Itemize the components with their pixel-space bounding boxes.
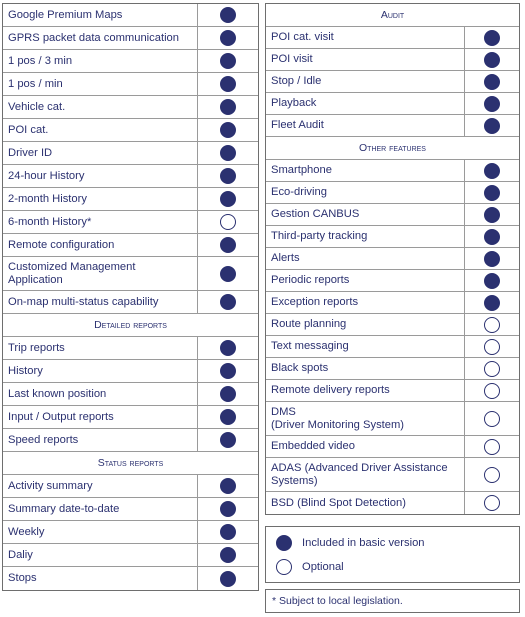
feature-row: [3, 521, 258, 544]
availability-cell: [464, 292, 519, 313]
filled-circle-icon: [220, 122, 236, 138]
feature-label: Driver ID: [8, 146, 53, 159]
availability-cell: [464, 492, 519, 514]
empty-circle-icon: [484, 439, 500, 455]
availability-cell: [197, 50, 258, 72]
availability-cell: [197, 544, 258, 566]
availability-cell: [197, 383, 258, 405]
filled-circle-icon: [484, 295, 500, 311]
filled-circle-icon: [220, 340, 236, 356]
empty-circle-icon: [484, 495, 500, 511]
filled-circle-icon: [484, 163, 500, 179]
feature-label: Smartphone: [271, 164, 332, 176]
feature-label: Weekly: [8, 525, 45, 538]
availability-cell: [464, 336, 519, 357]
feature-row: [266, 204, 519, 226]
availability-cell: [197, 257, 258, 290]
empty-circle-icon: [220, 214, 236, 230]
feature-label: 2-month History: [8, 192, 87, 205]
feature-label: Gestion CANBUS: [271, 208, 360, 220]
feature-label: Fleet Audit: [271, 119, 324, 131]
feature-label: Text messaging: [271, 340, 349, 352]
availability-cell: [197, 360, 258, 382]
feature-row: [3, 4, 258, 27]
feature-label: Vehicle cat.: [8, 100, 66, 113]
availability-cell: [197, 211, 258, 233]
availability-cell: [197, 4, 258, 26]
filled-circle-icon: [220, 7, 236, 23]
filled-circle-icon: [484, 251, 500, 267]
feature-row: [266, 336, 519, 358]
feature-row: [3, 429, 258, 452]
legend-included-label: Included in basic version: [302, 537, 425, 549]
availability-cell: [464, 458, 519, 491]
filled-circle-icon: [484, 229, 500, 245]
right-feature-table: [265, 3, 520, 515]
feature-label: 1 pos / min: [8, 77, 63, 90]
availability-cell: [197, 234, 258, 256]
feature-label: Remote configuration: [8, 238, 115, 251]
availability-cell: [197, 142, 258, 164]
feature-label: Alerts: [271, 252, 300, 264]
filled-circle-icon: [220, 478, 236, 494]
availability-cell: [464, 402, 519, 435]
feature-row: [266, 458, 519, 492]
feature-row: [3, 73, 258, 96]
feature-row: [3, 544, 258, 567]
feature-label: POI cat. visit: [271, 31, 334, 43]
feature-row: [3, 498, 258, 521]
feature-row: [3, 567, 258, 590]
feature-label: Last known position: [8, 387, 107, 400]
legend-included: [276, 531, 509, 555]
feature-row: [266, 492, 519, 514]
filled-circle-icon: [220, 191, 236, 207]
left-column: [2, 3, 259, 591]
filled-circle-icon: [220, 294, 236, 310]
feature-row: [266, 49, 519, 71]
feature-label: Periodic reports: [271, 274, 350, 286]
filled-circle-icon: [484, 96, 500, 112]
feature-label: Stops: [8, 572, 37, 584]
legend: [265, 526, 520, 583]
availability-cell: [197, 521, 258, 543]
feature-row: [3, 211, 258, 234]
availability-cell: [197, 119, 258, 141]
feature-row: [266, 27, 519, 49]
filled-circle-icon: [220, 524, 236, 540]
availability-cell: [197, 73, 258, 95]
feature-label: Google Premium Maps: [8, 8, 123, 21]
feature-row: [3, 119, 258, 142]
availability-cell: [464, 270, 519, 291]
feature-label: Black spots: [271, 362, 329, 374]
feature-label: Summary date-to-date: [8, 502, 120, 515]
feature-label: POI cat.: [8, 123, 49, 136]
feature-row: [3, 142, 258, 165]
feature-row: [266, 115, 519, 137]
availability-cell: [464, 380, 519, 401]
feature-label: 1 pos / 3 min: [8, 54, 73, 67]
feature-row: [266, 402, 519, 436]
availability-cell: [464, 358, 519, 379]
feature-row: [266, 270, 519, 292]
feature-row: [266, 182, 519, 204]
section-header-other-features: Other features: [266, 137, 519, 160]
feature-row: [3, 165, 258, 188]
availability-cell: [464, 436, 519, 457]
availability-cell: [197, 337, 258, 359]
empty-circle-icon: [484, 383, 500, 399]
feature-label: Eco-driving: [271, 186, 327, 198]
availability-cell: [464, 314, 519, 335]
feature-row: [3, 360, 258, 383]
feature-row: [266, 248, 519, 270]
filled-circle-icon: [220, 547, 236, 563]
feature-label: On-map multi-status capability: [8, 295, 159, 308]
feature-row: [266, 380, 519, 402]
filled-circle-icon: [220, 237, 236, 253]
feature-label: DMS (Driver Monitoring System): [271, 405, 405, 431]
feature-label: Trip reports: [8, 341, 65, 354]
feature-label: Remote delivery reports: [271, 384, 390, 396]
filled-circle-icon: [220, 363, 236, 379]
feature-row: [3, 383, 258, 406]
feature-label: Activity summary: [8, 479, 93, 492]
feature-row: [266, 93, 519, 115]
availability-cell: [197, 406, 258, 428]
filled-circle-icon: [484, 74, 500, 90]
availability-cell: [464, 115, 519, 136]
empty-circle-icon: [484, 361, 500, 377]
feature-row: [266, 314, 519, 336]
feature-label: History: [8, 364, 43, 377]
availability-cell: [464, 160, 519, 181]
filled-circle-icon: [220, 76, 236, 92]
availability-cell: [464, 93, 519, 114]
feature-label: ADAS (Advanced Driver Assistance Systems): [271, 461, 448, 487]
feature-label: Embedded video: [271, 440, 355, 452]
feature-row: [266, 160, 519, 182]
empty-circle-icon: [484, 467, 500, 483]
legend-optional: [276, 555, 509, 579]
availability-cell: [464, 71, 519, 92]
section-header-detailed-reports: Detailed reports: [3, 314, 258, 337]
filled-circle-icon: [220, 168, 236, 184]
availability-cell: [197, 27, 258, 49]
section-header-status-reports: Status reports: [3, 452, 258, 475]
empty-circle-icon: [484, 317, 500, 333]
availability-cell: [197, 498, 258, 520]
filled-circle-icon: [484, 273, 500, 289]
legend-optional-label: Optional: [302, 561, 344, 573]
feature-row: [3, 291, 258, 314]
filled-circle-icon: [220, 501, 236, 517]
feature-label: Stop / Idle: [271, 75, 322, 87]
feature-label: 24-hour History: [8, 169, 85, 182]
feature-row: [3, 188, 258, 211]
feature-row: [266, 436, 519, 458]
availability-cell: [464, 204, 519, 225]
filled-circle-icon: [484, 207, 500, 223]
availability-cell: [464, 226, 519, 247]
filled-circle-icon: [220, 145, 236, 161]
availability-cell: [464, 182, 519, 203]
empty-circle-icon: [484, 411, 500, 427]
feature-row: [3, 234, 258, 257]
feature-row: [3, 337, 258, 360]
feature-label: BSD (Blind Spot Detection): [271, 496, 406, 509]
filled-circle-icon: [220, 266, 236, 282]
left-feature-table: [2, 3, 259, 591]
availability-cell: [197, 165, 258, 187]
feature-row: [3, 27, 258, 50]
availability-cell: [197, 96, 258, 118]
filled-circle-icon: [220, 386, 236, 402]
feature-row: [3, 96, 258, 119]
feature-label: Route planning: [271, 318, 347, 330]
availability-cell: [197, 567, 258, 590]
feature-label: Input / Output reports: [8, 410, 114, 423]
availability-cell: [464, 248, 519, 269]
feature-label: POI visit: [271, 53, 313, 65]
feature-row: [3, 475, 258, 498]
feature-label: Daliy: [8, 548, 33, 561]
feature-row: [3, 406, 258, 429]
feature-row: [3, 257, 258, 291]
feature-label: Third-party tracking: [271, 230, 368, 242]
availability-cell: [197, 188, 258, 210]
empty-circle-icon: [484, 339, 500, 355]
section-header-audit: Audit: [266, 4, 519, 27]
feature-row: [3, 50, 258, 73]
footnote: * Subject to local legislation.: [265, 589, 520, 613]
feature-label: Playback: [271, 97, 317, 109]
filled-circle-icon: [276, 535, 292, 551]
filled-circle-icon: [220, 30, 236, 46]
availability-cell: [464, 49, 519, 70]
feature-label: GPRS packet data communication: [8, 31, 180, 44]
availability-cell: [197, 291, 258, 313]
feature-label: 6-month History*: [8, 215, 92, 228]
availability-cell: [197, 475, 258, 497]
filled-circle-icon: [484, 118, 500, 134]
filled-circle-icon: [484, 52, 500, 68]
filled-circle-icon: [220, 409, 236, 425]
right-column: [265, 3, 520, 515]
feature-row: [266, 71, 519, 93]
feature-row: [266, 358, 519, 380]
filled-circle-icon: [220, 99, 236, 115]
filled-circle-icon: [484, 185, 500, 201]
filled-circle-icon: [484, 30, 500, 46]
feature-label: Speed reports: [8, 433, 79, 446]
availability-cell: [464, 27, 519, 48]
feature-row: [266, 292, 519, 314]
filled-circle-icon: [220, 432, 236, 448]
empty-circle-icon: [276, 559, 292, 575]
availability-cell: [197, 429, 258, 451]
feature-label: Customized Management Application: [8, 260, 136, 286]
feature-label: Exception reports: [271, 296, 359, 308]
filled-circle-icon: [220, 571, 236, 587]
feature-row: [266, 226, 519, 248]
filled-circle-icon: [220, 53, 236, 69]
